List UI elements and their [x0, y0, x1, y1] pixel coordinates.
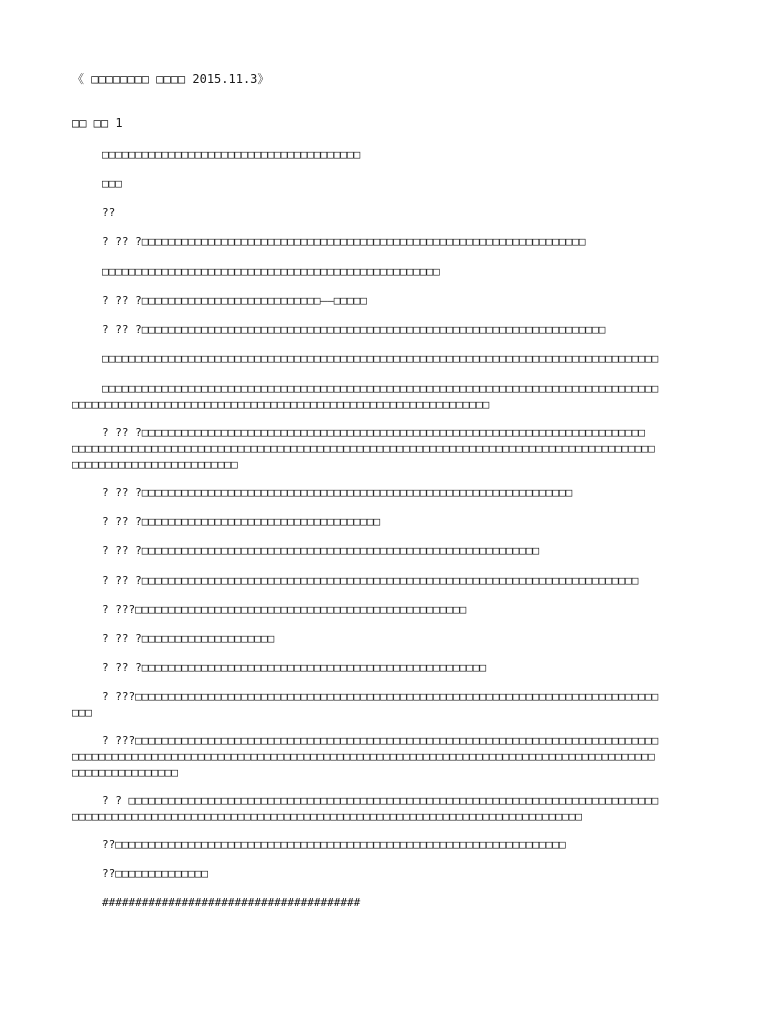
paragraph-line: □□□□□□□□□□□□□□□□□□□□□□□□□□□□□□□□□□□□□□□□□□□□□□□□□□□□□□□□□□□□□□□□□□□□□□□□□□□□□□□□□□□□	[102, 382, 659, 395]
paragraph-line: ? ?? ?□□□□□□□□□□□□□□□□□□□□□□□□□□□□□□□□□□□□□□□□□□□□□□□□□□□□	[102, 661, 487, 674]
paragraph-line: □□□□□□□□□□□□□□□□□□□□□□□□□	[72, 458, 238, 471]
paragraph-line: □□□	[102, 177, 122, 190]
paragraph-line: ? ?? ?□□□□□□□□□□□□□□□□□□□□□□□□□□□□□□□□□□□□□□□□□□□□□□□□□□□□□□□□□□□□	[102, 544, 540, 557]
paragraph-line: □□□□□□□□□□□□□□□□□□□□□□□□□□□□□□□□□□□□□□□□□□□□□□□□□□□□□□□□□□□□□□□□□□□□□□□□□□□□□□□□□□□□□□□□	[72, 442, 655, 455]
paragraph-line: ? ?? ?□□□□□□□□□□□□□□□□□□□□□□□□□□□□□□□□□□□□□□□□□□□□□□□□□□□□□□□□□□□□□□□□□	[102, 486, 573, 499]
paragraph-line: ? ???□□□□□□□□□□□□□□□□□□□□□□□□□□□□□□□□□□□□□□□□□□□□□□□□□□	[102, 603, 467, 616]
document-title: 《 □□□□□□□□ □□□□ 2015.11.3》	[72, 72, 270, 86]
paragraph-line: #######################################	[102, 896, 361, 909]
paragraph-line: □□□□□□□□□□□□□□□□□□□□□□□□□□□□□□□□□□□□□□□□□□□□□□□□□□□□□□□□□□□□□□□□□□□□□□□□□□□□□□□□□□□□□□□□	[72, 750, 655, 763]
paragraph-line: ??	[102, 206, 116, 219]
paragraph-line: ? ?? ?□□□□□□□□□□□□□□□□□□□□□□□□□□□□□□□□□□□□□□□□□□□□□□□□□□□□□□□□□□□□□□□□□□□□□□□□□□□	[102, 574, 639, 587]
paragraph-line: □□□□□□□□□□□□□□□□□□□□□□□□□□□□□□□□□□□□□□□□□□□□□□□□□□□□□□□□□□□□□□□□□□□□□□□□□□□□□	[72, 810, 582, 823]
paragraph-line: ? ?? ?□□□□□□□□□□□□□□□□□□□□	[102, 632, 275, 645]
paragraph-line: □□□□□□□□□□□□□□□□□□□□□□□□□□□□□□□□□□□□□□□□□□□□□□□□□□□□□□□□□□□□□□□	[72, 398, 490, 411]
paragraph-line: ? ?? ?□□□□□□□□□□□□□□□□□□□□□□□□□□□□□□□□□□□□	[102, 515, 381, 528]
paragraph-line: ? ???□□□□□□□□□□□□□□□□□□□□□□□□□□□□□□□□□□□□□□□□□□□□□□□□□□□□□□□□□□□□□□□□□□□□□□□□□□□□□□□	[102, 690, 659, 703]
paragraph-line: ? ???□□□□□□□□□□□□□□□□□□□□□□□□□□□□□□□□□□□□□□□□□□□□□□□□□□□□□□□□□□□□□□□□□□□□□□□□□□□□□□□	[102, 734, 659, 747]
paragraph-line: □□□□□□□□□□□□□□□□	[72, 766, 178, 779]
paragraph-line: □□□□□□□□□□□□□□□□□□□□□□□□□□□□□□□□□□□□□□□□□□□□□□□□□□□□□□□□□□□□□□□□□□□□□□□□□□□□□□□□□□□□	[102, 352, 659, 365]
paragraph-line: ? ? □□□□□□□□□□□□□□□□□□□□□□□□□□□□□□□□□□□□□□□□□□□□□□□□□□□□□□□□□□□□□□□□□□□□□□□□□□□□□□□□	[102, 794, 659, 807]
paragraph-line: □□□□□□□□□□□□□□□□□□□□□□□□□□□□□□□□□□□□□□□	[102, 148, 361, 161]
paragraph-line: ??□□□□□□□□□□□□□□□□□□□□□□□□□□□□□□□□□□□□□□□□□□□□□□□□□□□□□□□□□□□□□□□□□□□□	[102, 838, 566, 851]
paragraph-line: ? ?? ?□□□□□□□□□□□□□□□□□□□□□□□□□□□□□□□□□□□□□□□□□□□□□□□□□□□□□□□□□□□□□□□□□□□	[102, 235, 586, 248]
paragraph-line: ? ?? ?□□□□□□□□□□□□□□□□□□□□□□□□□□□——□□□□□	[102, 294, 367, 307]
paragraph-line: ? ?? ?□□□□□□□□□□□□□□□□□□□□□□□□□□□□□□□□□□□□□□□□□□□□□□□□□□□□□□□□□□□□□□□□□□□□□□□□□□□□	[102, 426, 646, 439]
section-heading: □□ □□ 1	[72, 116, 123, 130]
paragraph-line: ??□□□□□□□□□□□□□□	[102, 867, 208, 880]
paragraph-line: ? ?? ?□□□□□□□□□□□□□□□□□□□□□□□□□□□□□□□□□□□□□□□□□□□□□□□□□□□□□□□□□□□□□□□□□□□□□□	[102, 323, 606, 336]
paragraph-line: □□□□□□□□□□□□□□□□□□□□□□□□□□□□□□□□□□□□□□□□□□□□□□□□□□□	[102, 265, 440, 278]
paragraph-line: □□□	[72, 706, 92, 719]
